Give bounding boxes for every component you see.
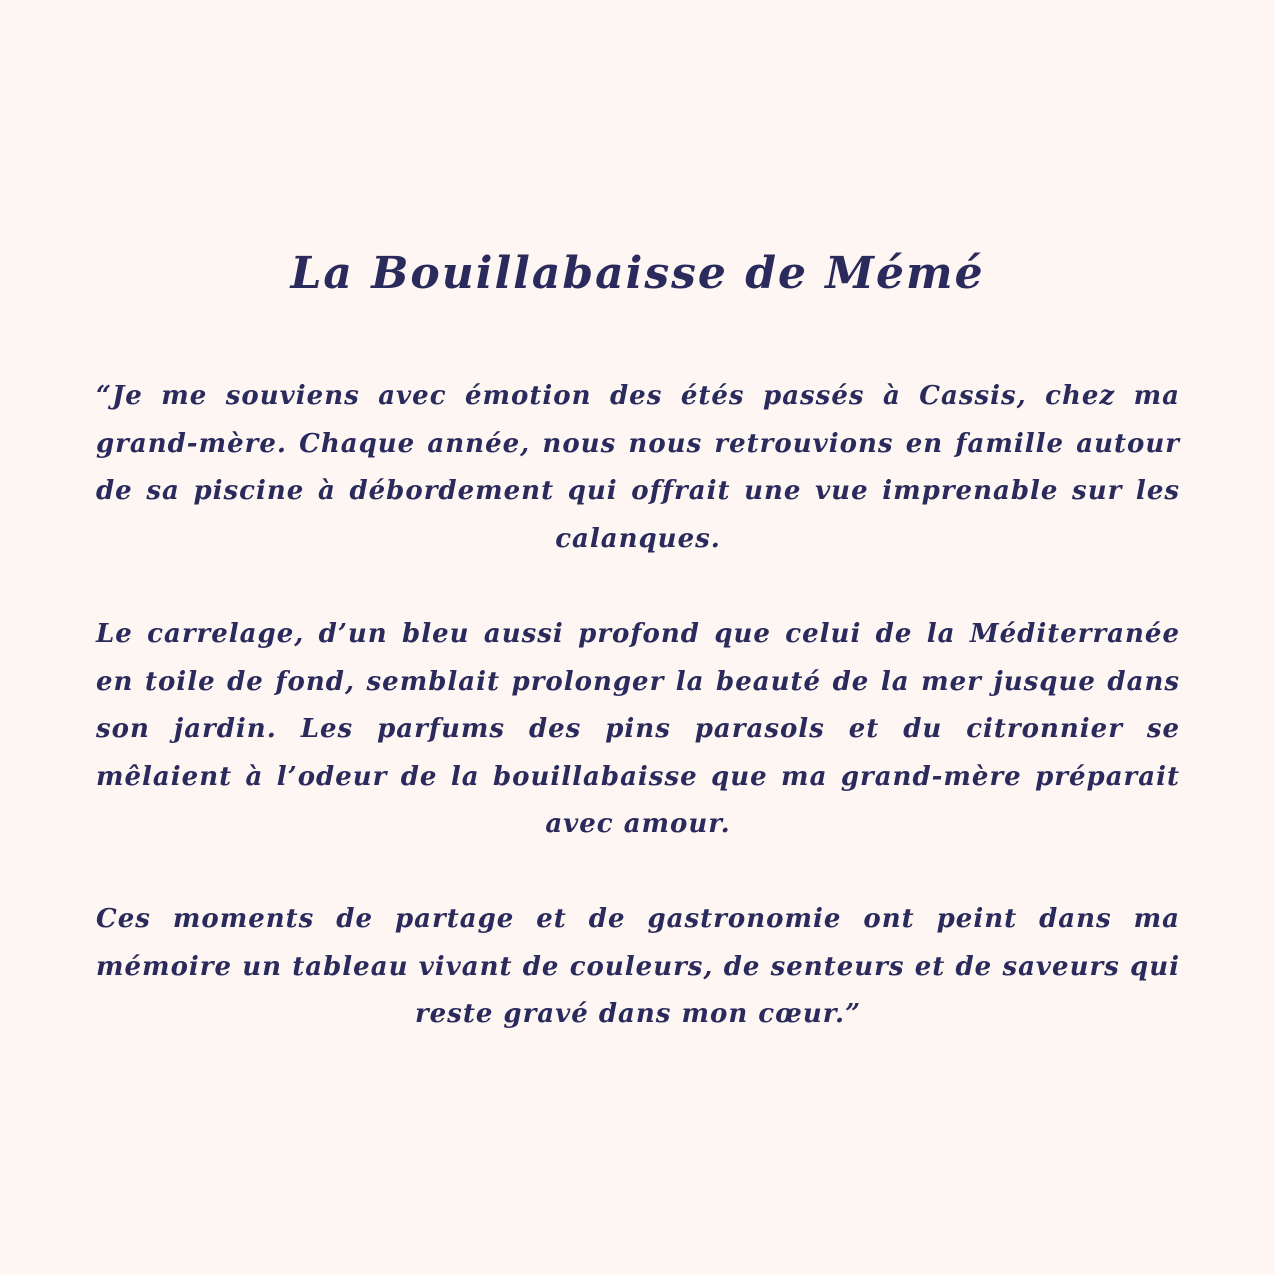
- page-title: La Bouillabaisse de Mémé: [290, 248, 985, 299]
- paragraph-2: Le carrelage, d’un bleu aussi profond que celui de la Méditerranée en toile de fond, semblait prolonger la beauté de la mer jusque dans son jardin. Les parfums des pins parasols et du citronnier se mêlaient à l’odeur de la bouillabaisse que ma grand-mère préparait avec amour.: [96, 619, 1180, 839]
- paragraph-1: “Je me souviens avec émotion des étés passés à Cassis, chez ma grand-mère. Chaque année, nous nous retrouvions en famille autour de sa piscine à débordement qui offrait une vue imprenable sur les calanques.: [96, 381, 1180, 554]
- paragraph-3: Ces moments de partage et de gastronomie ont peint dans ma mémoire un tableau vivant de couleurs, de senteurs et de saveurs qui reste gravé dans mon cœur.”: [96, 904, 1180, 1029]
